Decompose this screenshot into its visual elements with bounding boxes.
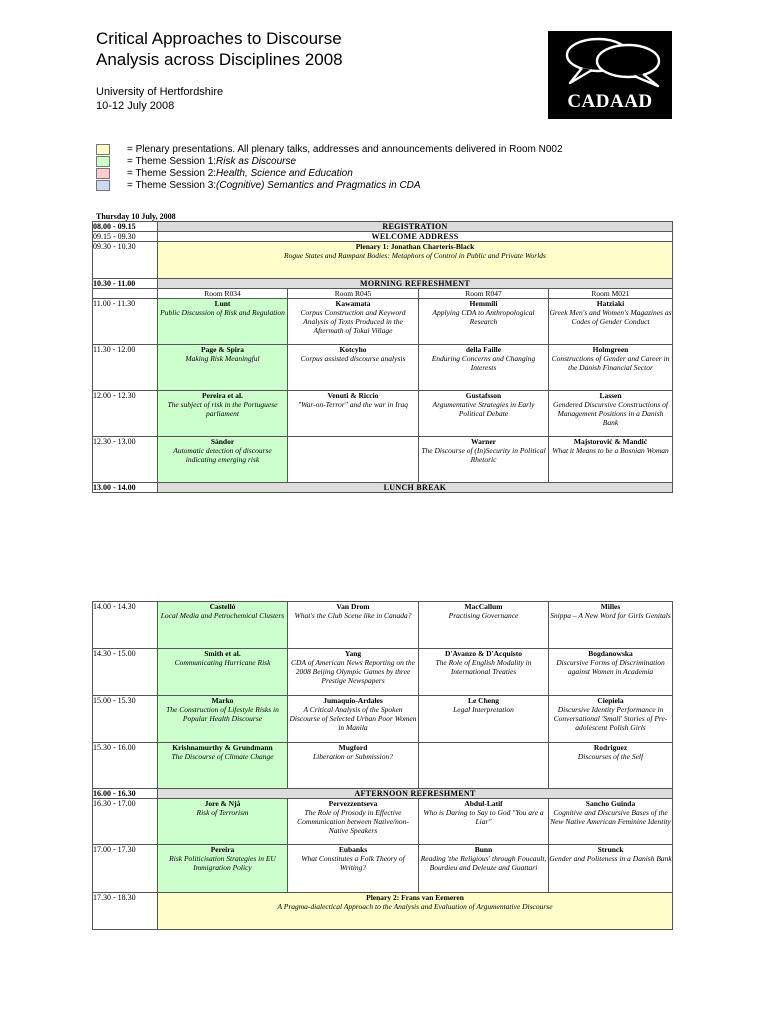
legend-theme: Risk as Discourse	[216, 155, 297, 167]
session-cell	[419, 799, 549, 845]
speaker: Sándor	[210, 437, 235, 446]
table-row	[93, 391, 673, 437]
table-row	[93, 845, 673, 893]
talk-title: Corpus assisted discourse analysis	[300, 354, 406, 363]
talk-title: Risk Politicisation Strategies in EU Immigration Policy	[169, 854, 276, 872]
time-cell: 17.00 - 17.30	[93, 845, 158, 893]
talk-title: The Discourse of (In)Security in Political Rhetoric	[421, 446, 546, 464]
time-cell: 09.30 - 10.30	[93, 242, 158, 279]
table-row	[93, 345, 673, 391]
session-cell	[288, 696, 419, 743]
talk-title: Rogue States and Rampant Bodies: Metaphors of Control in Public and Private Worlds	[284, 251, 546, 260]
legend-theme: Health, Science and Education	[216, 167, 353, 179]
speaker: Lunt	[214, 299, 231, 308]
document-title	[96, 28, 343, 70]
speaker: Van Drom	[336, 602, 370, 611]
speaker: Strunck	[597, 845, 624, 854]
session-cell	[158, 437, 288, 483]
table-row	[93, 893, 673, 930]
speaker: Bunn	[474, 845, 493, 854]
talk-title: Enduring Concerns and Changing Interests	[431, 354, 536, 372]
talk-title: The Role of English Modality in International Treaties	[435, 658, 532, 676]
session-cell	[549, 799, 673, 845]
legend-item-theme-1	[96, 155, 563, 167]
day-heading: Thursday 10 July, 2008	[96, 212, 176, 221]
talk-title: Who is Daring to Say to God "You are a Liar"	[423, 808, 544, 826]
speaker: Majstorović & Mandić	[573, 437, 648, 446]
talk-title: "War-on-Terror" and the war in Iraq	[297, 400, 409, 409]
table-row	[93, 279, 673, 289]
speaker: Plenary 2: Frans van Eemeren	[366, 893, 464, 902]
talk-title: What Constitutes a Folk Theory of Writing?	[301, 854, 405, 872]
speaker: Jore & Njå	[204, 799, 241, 808]
table-row	[93, 299, 673, 345]
session-cell	[158, 649, 288, 696]
speaker: Pervezzentseva	[328, 799, 378, 808]
title-line-2: Analysis across Disciplines 2008	[96, 50, 343, 69]
talk-title: Discursive Identity Performance in Conversational 'Small' Stories of Pre-adolescent Polish Girls	[553, 705, 668, 732]
talk-title: Gender and Politeness in a Danish Bank	[549, 854, 672, 863]
session-cell	[158, 299, 288, 345]
speaker: Kotcyho	[339, 345, 367, 354]
refreshment-banner: MORNING REFRESHMENT	[158, 279, 673, 289]
talk-title: Automatic detection of discourse indicating emerging risk	[173, 446, 272, 464]
speaker: MacCallum	[464, 602, 503, 611]
time-cell: 08.00 - 09.15	[93, 222, 158, 232]
time-cell: 11.00 - 11.30	[93, 299, 158, 345]
speaker: Yang	[344, 649, 362, 658]
speaker: Lassen	[599, 391, 622, 400]
session-cell	[158, 799, 288, 845]
session-cell	[419, 743, 549, 789]
legend-label: = Theme Session 3:	[127, 179, 217, 191]
speaker: Bogdanowska	[588, 649, 633, 658]
speaker: Holmgreen	[592, 345, 629, 354]
legend-swatch	[96, 168, 110, 179]
cadaad-logo	[548, 31, 672, 119]
session-cell	[419, 391, 549, 437]
session-cell	[549, 743, 673, 789]
legend-theme: (Cognitive) Semantics and Pragmatics in CDA	[216, 179, 421, 191]
talk-title: Cognitive and Discursive Bases of the New Native American Feminine Identity	[550, 808, 671, 826]
talk-title: Discourses of the Self	[577, 752, 644, 761]
time-cell: 10.30 - 11.00	[93, 279, 158, 289]
table-row	[93, 242, 673, 279]
speaker: Pereira et al.	[202, 391, 243, 400]
session-cell	[549, 696, 673, 743]
talk-title: Constructions of Gender and Career in the Danish Financial Sector	[551, 354, 670, 372]
legend-item-theme-3	[96, 179, 563, 191]
session-cell	[158, 743, 288, 789]
session-cell	[549, 345, 673, 391]
session-cell	[288, 743, 419, 789]
legend	[96, 143, 563, 191]
talk-title: Liberation or Submission?	[312, 752, 393, 761]
lunch-banner: LUNCH BREAK	[158, 483, 673, 493]
schedule-table-morning	[92, 221, 673, 493]
logo-text: CADAAD	[567, 91, 653, 112]
speaker: Le Cheng	[467, 696, 500, 705]
session-cell	[158, 602, 288, 649]
session-cell	[549, 391, 673, 437]
talk-title: Practising Governance	[448, 611, 519, 620]
plenary-cell	[158, 242, 673, 279]
time-cell: 17.30 - 18.30	[93, 893, 158, 930]
time-cell: 12.30 - 13.00	[93, 437, 158, 483]
time-cell: 09.15 - 09.30	[93, 232, 158, 242]
talk-title: Communicating Hurricane Risk	[174, 658, 271, 667]
session-cell	[288, 299, 419, 345]
table-row	[93, 789, 673, 799]
room-label: Room M021	[549, 289, 673, 299]
talk-title: Local Media and Petrochemical Clusters	[160, 611, 285, 620]
talk-title: Snippa – A New Word for Girls Genitals	[550, 611, 671, 620]
talk-title: CDA of American News Reporting on the 2008 Beijing Olympic Games by three Prestige Newspapers	[291, 658, 415, 685]
session-cell	[288, 799, 419, 845]
legend-swatch	[96, 180, 110, 191]
speaker: Krishnamurthy & Grundmann	[172, 743, 273, 752]
legend-label: = Theme Session 2:	[127, 167, 217, 179]
speaker: della Faille	[465, 345, 502, 354]
table-row	[93, 743, 673, 789]
welcome-banner: WELCOME ADDRESS	[158, 232, 673, 242]
talk-title: Discursive Forms of Discrimination against Women in Academia	[556, 658, 665, 676]
session-cell	[158, 391, 288, 437]
venue: University of Hertfordshire	[96, 86, 224, 98]
dates: 10-12 July 2008	[96, 100, 175, 112]
legend-swatch	[96, 144, 110, 155]
time-cell: 16.00 - 16.30	[93, 789, 158, 799]
talk-title: Reading 'the Religious' through Foucault, Bourdieu and Deleuze and Guattari	[420, 854, 547, 872]
speaker: Marko	[211, 696, 234, 705]
table-row	[93, 602, 673, 649]
plenary-cell	[158, 893, 673, 930]
session-cell	[549, 602, 673, 649]
speaker: Mugford	[338, 743, 368, 752]
talk-title: Greek Men's and Women's Magazines as Codes of Gender Conduct	[549, 308, 672, 326]
talk-title: Gendered Discursive Constructions of Management Positions in a Danish Bank	[553, 400, 668, 427]
talk-title: The Construction of Lifestyle Risks in Popular Health Discourse	[166, 705, 279, 723]
talk-title: Applying CDA to Anthropological Research	[432, 308, 535, 326]
speaker: Eubanks	[338, 845, 368, 854]
talk-title: Corpus Construction and Keyword Analysis of Texts Produced in the Aftermath of Tokai Village	[300, 308, 406, 335]
empty-cell	[93, 289, 158, 299]
table-row	[93, 437, 673, 483]
speaker: Pereira	[210, 845, 235, 854]
session-cell	[288, 649, 419, 696]
time-cell: 16.30 - 17.00	[93, 799, 158, 845]
speaker: Warner	[471, 437, 496, 446]
talk-title: What's the Club Scene like in Canada?	[294, 611, 412, 620]
talk-title: Argumentative Strategies in Early Political Debate	[432, 400, 535, 418]
talk-title: Public Discussion of Risk and Regulation	[160, 308, 285, 317]
session-cell	[549, 649, 673, 696]
talk-title: Legal Interpretation	[453, 705, 514, 714]
time-cell: 11.30 - 12.00	[93, 345, 158, 391]
talk-title: The subject of risk in the Portuguese parliament	[167, 400, 278, 418]
speaker: Castelló	[209, 602, 236, 611]
table-row	[93, 232, 673, 242]
room-label: Room R045	[288, 289, 419, 299]
session-cell	[288, 845, 419, 893]
talk-title: Risk of Terrorism	[196, 808, 249, 817]
speaker: Kawamata	[335, 299, 371, 308]
speaker: Rodriguez	[593, 743, 628, 752]
speaker: Abdul-Latif	[464, 799, 503, 808]
talk-title: The Role of Prosody in Effective Communication between Native/non-Native Speakers	[297, 808, 409, 835]
table-row	[93, 222, 673, 232]
talk-title: The Discourse of Climate Change	[171, 752, 274, 761]
talk-title: A Pragma-dialectical Approach to the Analysis and Evaluation of Argumentative Discourse	[277, 902, 553, 911]
session-cell	[419, 649, 549, 696]
session-cell	[419, 602, 549, 649]
table-row	[93, 649, 673, 696]
talk-title: What it Means to be a Bosnian Woman	[552, 446, 669, 455]
time-cell: 14.30 - 15.00	[93, 649, 158, 696]
speaker: Hatziaki	[596, 299, 625, 308]
session-cell	[158, 345, 288, 391]
session-cell	[419, 437, 549, 483]
session-cell	[419, 845, 549, 893]
speaker: Plenary 1: Jonathan Charteris-Black	[355, 242, 475, 251]
table-row	[93, 483, 673, 493]
venue-block	[96, 85, 223, 113]
title-line-1: Critical Approaches to Discourse	[96, 29, 342, 48]
legend-item-plenary	[96, 143, 563, 155]
speaker: Smith et al.	[204, 649, 241, 658]
legend-item-theme-2	[96, 167, 563, 179]
session-cell	[288, 602, 419, 649]
time-cell: 15.00 - 15.30	[93, 696, 158, 743]
speaker: Ciepiela	[597, 696, 624, 705]
speaker: Gustafsson	[465, 391, 502, 400]
session-cell	[419, 345, 549, 391]
session-cell	[549, 845, 673, 893]
room-label: Room R047	[419, 289, 549, 299]
refreshment-banner: AFTERNOON REFRESHMENT	[158, 789, 673, 799]
speaker: Hemmili	[469, 299, 498, 308]
session-cell	[158, 845, 288, 893]
legend-swatch	[96, 156, 110, 167]
legend-label: = Plenary presentations. All plenary talks, addresses and announcements delivered in Room N002	[127, 143, 563, 155]
session-cell	[419, 696, 549, 743]
speaker: Jumaquio-Ardales	[323, 696, 383, 705]
session-cell	[419, 299, 549, 345]
talk-title: A Critical Analysis of the Spoken Discourse of Selected Urban Poor Women in Manila	[289, 705, 417, 732]
room-label: Room R034	[158, 289, 288, 299]
speaker: Sancho Guinda	[585, 799, 636, 808]
time-cell: 14.00 - 14.30	[93, 602, 158, 649]
session-cell	[288, 345, 419, 391]
speaker: Page & Spira	[201, 345, 244, 354]
session-cell	[158, 696, 288, 743]
table-row	[93, 799, 673, 845]
time-cell: 13.00 - 14.00	[93, 483, 158, 493]
room-header-row	[93, 289, 673, 299]
session-cell	[549, 437, 673, 483]
speaker: D'Avanzo & D'Acquisto	[445, 649, 522, 658]
speaker: Milles	[600, 602, 621, 611]
schedule-table-afternoon	[92, 601, 673, 930]
legend-label: = Theme Session 1:	[127, 155, 217, 167]
table-row	[93, 696, 673, 743]
time-cell: 12.00 - 12.30	[93, 391, 158, 437]
speaker: Venuti & Riccio	[327, 391, 379, 400]
session-cell	[288, 437, 419, 483]
session-cell	[549, 299, 673, 345]
session-cell	[288, 391, 419, 437]
time-cell: 15.30 - 16.00	[93, 743, 158, 789]
registration-banner: REGISTRATION	[158, 222, 673, 232]
talk-title: Making Risk Meaningful	[185, 354, 260, 363]
